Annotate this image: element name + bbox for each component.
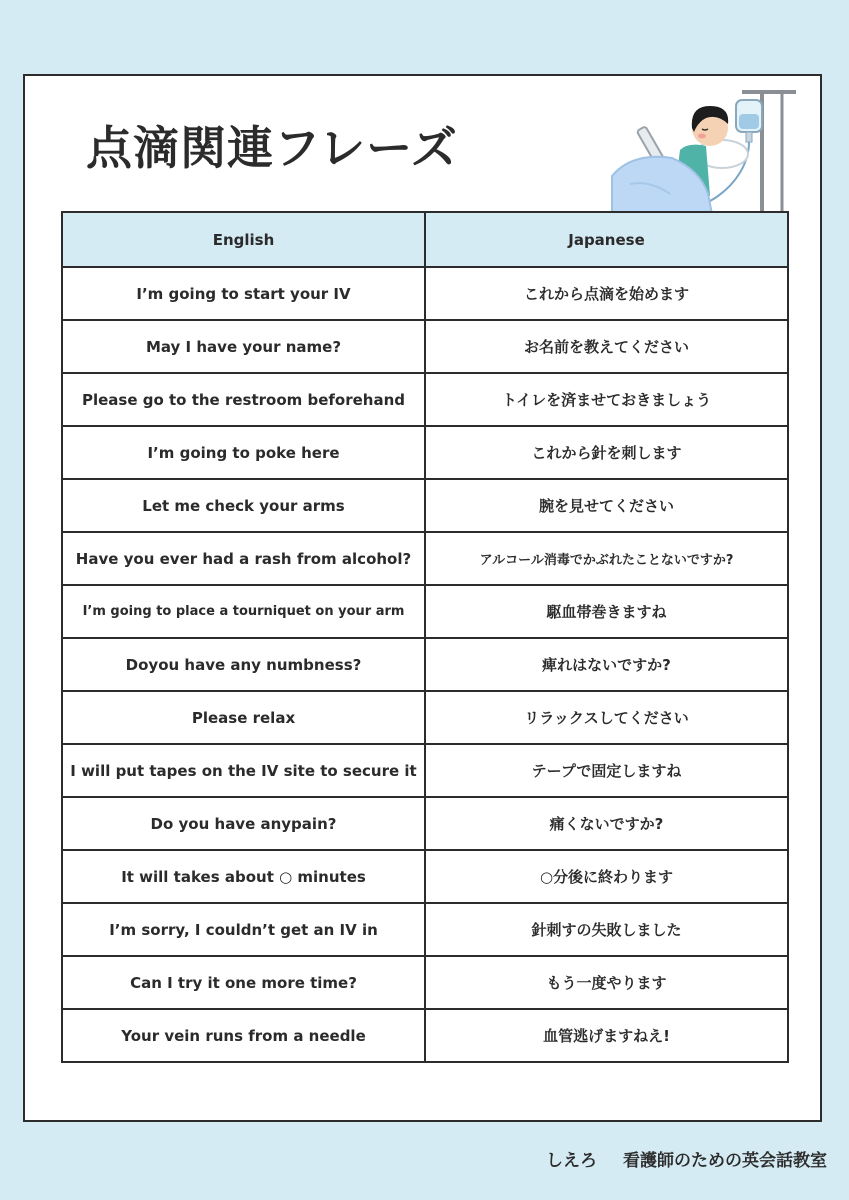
page-title: 点滴関連フレーズ bbox=[86, 121, 458, 175]
japanese-phrase: もう一度やります bbox=[425, 956, 788, 1009]
japanese-phrase: 痛くないですか? bbox=[425, 797, 788, 850]
table-row bbox=[62, 744, 788, 797]
english-phrase: I’m going to poke here bbox=[62, 426, 425, 479]
japanese-phrase: お名前を教えてください bbox=[425, 320, 788, 373]
english-phrase: Have you ever had a rash from alcohol? bbox=[62, 532, 425, 585]
english-phrase: Doyou have any numbness? bbox=[62, 638, 425, 691]
japanese-phrase: 腕を見せてください bbox=[425, 479, 788, 532]
japanese-phrase: これから針を刺します bbox=[425, 426, 788, 479]
japanese-phrase: 痺れはないですか? bbox=[425, 638, 788, 691]
english-phrase: May I have your name? bbox=[62, 320, 425, 373]
english-phrase: I’m going to place a tourniquet on your arm bbox=[62, 585, 425, 638]
english-phrase: Your vein runs from a needle bbox=[62, 1009, 425, 1062]
table-row bbox=[62, 320, 788, 373]
english-phrase: Please go to the restroom beforehand bbox=[62, 373, 425, 426]
english-phrase: Can I try it one more time? bbox=[62, 956, 425, 1009]
english-phrase: I’m going to start your IV bbox=[62, 267, 425, 320]
table-row bbox=[62, 691, 788, 744]
table-row bbox=[62, 850, 788, 903]
japanese-phrase: トイレを済ませておきましょう bbox=[425, 373, 788, 426]
japanese-phrase: 駆血帯巻きますね bbox=[425, 585, 788, 638]
english-phrase: Let me check your arms bbox=[62, 479, 425, 532]
table-row bbox=[62, 903, 788, 956]
english-phrase: It will takes about ○ minutes bbox=[62, 850, 425, 903]
japanese-phrase: アルコール消毒でかぶれたことないですか? bbox=[425, 532, 788, 585]
table-row bbox=[62, 1009, 788, 1062]
table-row bbox=[62, 585, 788, 638]
japanese-phrase: 血管逃げますねえ! bbox=[425, 1009, 788, 1062]
table-row bbox=[62, 267, 788, 320]
table-row bbox=[62, 532, 788, 585]
footer-author: しえろ bbox=[546, 1151, 597, 1171]
table-header-row bbox=[62, 212, 788, 267]
phrase-table bbox=[61, 211, 789, 1063]
japanese-phrase: 針刺すの失敗しました bbox=[425, 903, 788, 956]
japanese-phrase: テープで固定しますね bbox=[425, 744, 788, 797]
table-row bbox=[62, 638, 788, 691]
japanese-phrase: これから点滴を始めます bbox=[425, 267, 788, 320]
column-header-japanese: Japanese bbox=[425, 212, 788, 267]
english-phrase: Please relax bbox=[62, 691, 425, 744]
table-row bbox=[62, 797, 788, 850]
footer-credit bbox=[546, 1146, 827, 1171]
japanese-phrase: リラックスしてください bbox=[425, 691, 788, 744]
english-phrase: I will put tapes on the IV site to secure it bbox=[62, 744, 425, 797]
table-row bbox=[62, 426, 788, 479]
table-row bbox=[62, 479, 788, 532]
english-phrase: Do you have anypain? bbox=[62, 797, 425, 850]
japanese-phrase: ○分後に終わります bbox=[425, 850, 788, 903]
table-row bbox=[62, 956, 788, 1009]
english-phrase: I’m sorry, I couldn’t get an IV in bbox=[62, 903, 425, 956]
table-row bbox=[62, 373, 788, 426]
footer-subtitle: 看護師のための英会話教室 bbox=[623, 1151, 827, 1171]
column-header-english: English bbox=[62, 212, 425, 267]
